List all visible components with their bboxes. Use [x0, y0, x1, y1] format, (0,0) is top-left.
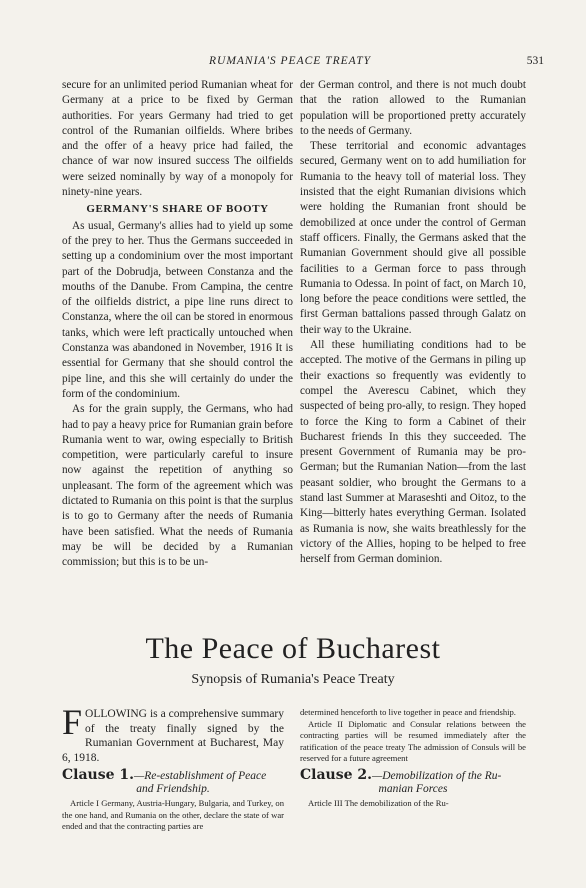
intro-text: OLLOWING is a comprehensive summary of the treaty finally signed by the Rumanian Government at Bucharest, May 6, 1918. — [62, 708, 284, 764]
clause-1-label: Clause 1. — [62, 767, 134, 783]
clause-2-text: Article III The demobilization of the Ru- — [308, 797, 449, 808]
article-1-continuation: determined henceforth to live together in peace and friendship. — [300, 707, 516, 717]
synopsis-right-column — [300, 707, 526, 810]
right-paragraph-2: These territorial and economic advantages secured, Germany went on to add humiliation for Rumania to the heavy toll of material loss. They insisted that the eight Rumanian divisions which were holding the Rumanian front should be demobilized at once under the control of German staff officers. Finally, the Germans asked that the Rumanian Government should give all possible facilities to a German force to pass through Rumania to Odessa. In point of fact, on March 10, long before the peace conditions were settled, the first German battalions passed through Galatz on their way to the Ukraine. — [300, 140, 526, 336]
synopsis-left-column — [62, 702, 284, 833]
article-2-text: Article II Diplomatic and Consular relations between the contracting parties will be resumed immediately after the ratification of the peace treaty The admission of Consuls will be reserved for a future agreement — [300, 718, 526, 764]
section-subhead: GERMANY'S SHARE OF BOOTY — [86, 203, 269, 216]
right-paragraph-3: All these humiliating conditions had to be accepted. The motive of the Germans in piling up their exactions so frequently was evidently to compel the Averescu Cabinet, which they suspected of being pro-ally, to resign. They hoped to force the King to form a Cabinet of their Bucharest friends In this they succeeded. The present Government of Rumania may be pro-German; but the Rumanian Nation—from the last peasant soldier, who brought the Germans to a stand last Summer at Maraseshti and Oitoz, to the King—bitterly hates everything German. Isolated as Rumania is now, she waits breathlessly for the victory of the Allies, hoping to be helped to free herself from German dominion. — [300, 339, 526, 566]
clause-2-title-b: manian Forces — [378, 782, 448, 795]
left-paragraph-3: As for the grain supply, the Germans, who had had to pay a heavy price for Rumanian grain before Rumania went to war, owing especially to British competition, were particularly careful to insure now against the repetition of anything so unpleasant. The form of the agreement which was dictated to Rumania on this point is that the surplus is to go to Germany after the needs of Rumania have been satisfied. What the needs of Rumania may be will be decided by a Rumanian commission; but this is to be un- — [62, 403, 293, 569]
right-paragraph-1: der German control, and there is not much doubt that the ration allowed to the Rumanian population will be proportioned pretty accurately to the needs of Germany. — [300, 79, 526, 137]
intro-paragraph — [62, 702, 284, 765]
clause-1-heading — [62, 769, 284, 796]
clause-1-title-b: and Friendship. — [136, 783, 210, 795]
left-column — [62, 78, 293, 571]
article-subtitle: Synopsis of Rumania's Peace Treaty — [191, 672, 395, 687]
left-paragraph-1: secure for an unlimited period Rumanian wheat for Germany at a price to be fixed by German authorities. For years Germany had tried to get control of the Rumanian oilfields. Where bribes and the offer of a heavy price had failed, the chance of war now insured success The oilfields were seized nominally by way of a monopoly for ninety-nine years. — [62, 79, 293, 199]
clause-2-heading — [300, 766, 526, 796]
clause-1-title-a: —Re-establishment of Peace — [134, 770, 267, 782]
left-paragraph-2: As usual, Germany's allies had to yield up some of the prey to her. Thus the Germans succeeded in setting up a condominium over the most important part of the Dobrudja, between Constanza and the mouths of the Danube. From Campina, the centre of the oilfields district, a pipe line runs direct to Constanza, where the oil can be stored in enormous tanks, which were left practically untouched when Constanza was abandoned in November, 1916 It is essential for Germany that she should control the pipe line, and this she will certainly do under the form of the condominium. — [62, 219, 293, 400]
page-number: 531 — [526, 55, 544, 67]
running-title: RUMANIA'S PEACE TREATY — [208, 55, 372, 67]
clause-1-text: Article I Germany, Austria-Hungary, Bulgaria, and Turkey, on the one hand, and Rumania on the other, declare the state of war ended and that the contracting parties are — [62, 798, 284, 832]
article-title: The Peace of Bucharest — [145, 632, 441, 665]
clause-2-label: Clause 2. — [300, 766, 372, 783]
clause-2-title-a: —Demobilization of the Ru- — [372, 769, 502, 782]
right-column — [300, 78, 526, 568]
drop-cap: F — [62, 702, 83, 742]
